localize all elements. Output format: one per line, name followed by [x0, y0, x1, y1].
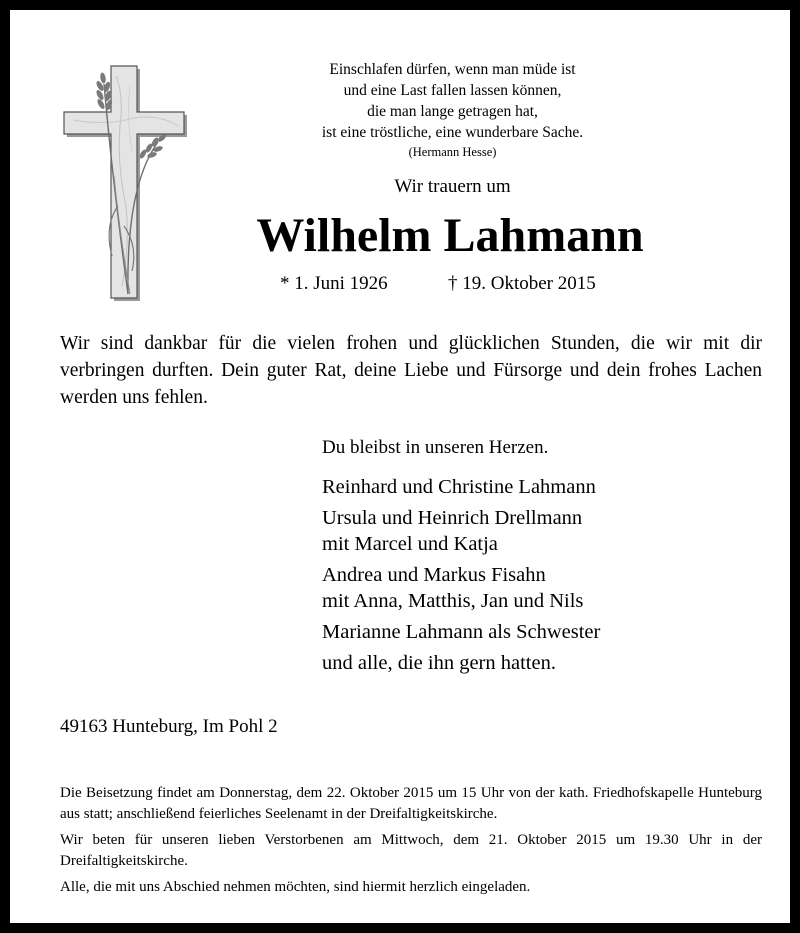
mourner-group	[322, 619, 762, 645]
mourner-group	[322, 562, 762, 614]
deceased-name: Wilhelm Lahmann	[256, 209, 644, 262]
cross-with-wheat-icon	[54, 56, 188, 302]
death-date: † 19. Oktober 2015	[448, 273, 596, 294]
quote-line: die man lange getragen hat,	[367, 103, 538, 120]
mourner-group	[322, 650, 762, 676]
family-address: 49163 Hunteburg, Im Pohl 2	[60, 716, 278, 737]
mourner-line: mit Marcel und Katja	[322, 533, 498, 555]
mourning-intro: Wir trauern um	[394, 176, 511, 197]
mourner-line: Andrea und Markus Fisahn	[322, 564, 546, 586]
closing-line: Du bleibst in unseren Herzen.	[322, 437, 549, 458]
quote-line: und eine Last fallen lassen können,	[343, 82, 562, 99]
quote-line: ist eine tröstliche, eine wunderbare Sache.	[321, 124, 584, 141]
birth-date: * 1. Juni 1926	[280, 273, 388, 294]
mourner-line: mit Anna, Matthis, Jan und Nils	[322, 590, 584, 612]
invitation-info: Alle, die mit uns Abschied nehmen möchten, sind hiermit herzlich eingeladen.	[60, 879, 531, 895]
mourner-line: und alle, die ihn gern hatten.	[322, 652, 556, 674]
mourner-line: Marianne Lahmann als Schwester	[322, 621, 601, 643]
hesse-quote	[255, 59, 650, 161]
burial-info: Die Beisetzung findet am Donnerstag, dem 22. Oktober 2015 um 15 Uhr von der kath. Friedhofskapelle Hunteburg aus statt; anschließend feierliches Seelenamt in der Dreifaltigkeitskirche.	[60, 785, 762, 822]
prayer-info: Wir beten für unseren lieben Verstorbenen am Mittwoch, dem 21. Oktober 2015 um 19.30 Uhr in der Dreifaltigkeitskirche.	[60, 832, 762, 869]
funeral-details	[60, 783, 762, 903]
mourner-group	[322, 474, 762, 500]
quote-author: (Hermann Hesse)	[408, 145, 497, 159]
mourner-line: Reinhard und Christine Lahmann	[322, 476, 596, 498]
mourners-list	[322, 474, 762, 681]
life-dates	[280, 273, 640, 295]
gratitude-message: Wir sind dankbar für die vielen frohen und glücklichen Stunden, die wir mit dir verbringen durften. Dein guter Rat, deine Liebe und Fürsorge und dein frohes Lachen werden uns fehlen.	[60, 333, 762, 408]
quote-line: Einschlafen dürfen, wenn man müde ist	[329, 61, 576, 78]
mourner-line: Ursula und Heinrich Drellmann	[322, 507, 583, 529]
mourner-group	[322, 505, 762, 557]
